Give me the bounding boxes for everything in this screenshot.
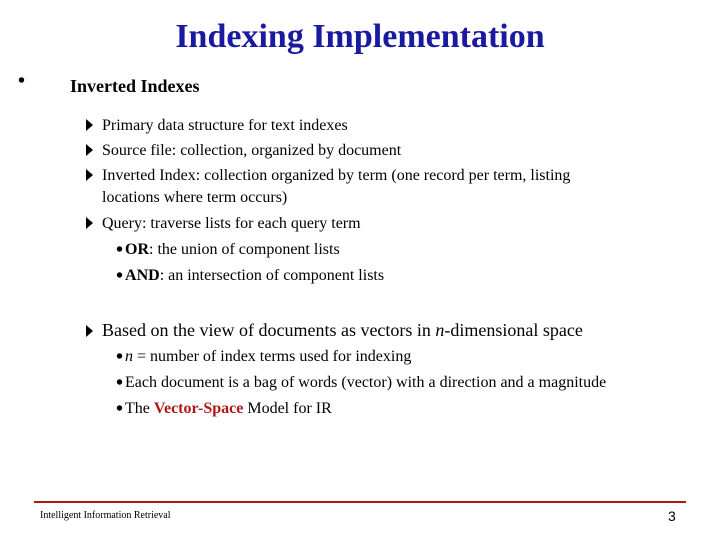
footer-divider — [34, 501, 686, 503]
dot-bullet-icon: • — [116, 398, 124, 420]
sub-item-text: : an intersection of component lists — [159, 267, 385, 284]
sub-item — [116, 398, 332, 421]
sub-item — [116, 239, 340, 262]
vector-n-var: n — [435, 320, 445, 340]
vector-space-highlight: Vector-Space — [153, 400, 244, 417]
sub-item-var: n — [125, 348, 134, 365]
triangle-bullet-icon — [86, 325, 93, 337]
dot-bullet-icon: • — [116, 239, 124, 261]
dot-bullet-icon: • — [116, 265, 124, 287]
sub-item-text: : the union of component lists — [149, 241, 340, 258]
triangle-bullet-icon — [86, 217, 93, 229]
sub-item-text: = number of index terms used for indexing — [133, 348, 412, 365]
list-item-vector — [102, 320, 583, 341]
list-item: Inverted Index: collection organized by term (one record per term, listing — [102, 167, 571, 184]
dot-bullet-icon: • — [116, 346, 124, 368]
sub-item-text: The — [125, 400, 154, 417]
sub-item-keyword: AND — [125, 267, 160, 284]
sub-item-keyword: OR — [125, 241, 150, 258]
page-number: 3 — [668, 508, 676, 524]
sub-item — [116, 265, 384, 288]
triangle-bullet-icon — [86, 144, 93, 156]
footer-course: Intelligent Information Retrieval — [40, 510, 171, 521]
vector-text-before: Based on the view of documents as vectors in — [102, 320, 436, 340]
sub-item — [116, 372, 606, 395]
sub-item-text: Each document is a bag of words (vector) with a direction and a magnitude — [125, 374, 607, 391]
list-item: Source file: collection, organized by document — [102, 142, 402, 159]
main-point: Inverted Indexes — [70, 76, 200, 96]
triangle-bullet-icon — [86, 119, 93, 131]
list-item: Primary data structure for text indexes — [102, 117, 348, 134]
slide-title: Indexing Implementation — [175, 18, 545, 55]
sub-item-text: Model for IR — [243, 400, 332, 417]
sub-item — [116, 346, 411, 369]
triangle-bullet-icon — [86, 169, 93, 181]
list-item: Query: traverse lists for each query term — [102, 215, 361, 232]
list-item-continuation: locations where term occurs) — [102, 189, 288, 206]
bullet-dot-icon: • — [18, 70, 26, 92]
dot-bullet-icon: • — [116, 372, 124, 394]
vector-text-after: -dimensional space — [444, 320, 583, 340]
